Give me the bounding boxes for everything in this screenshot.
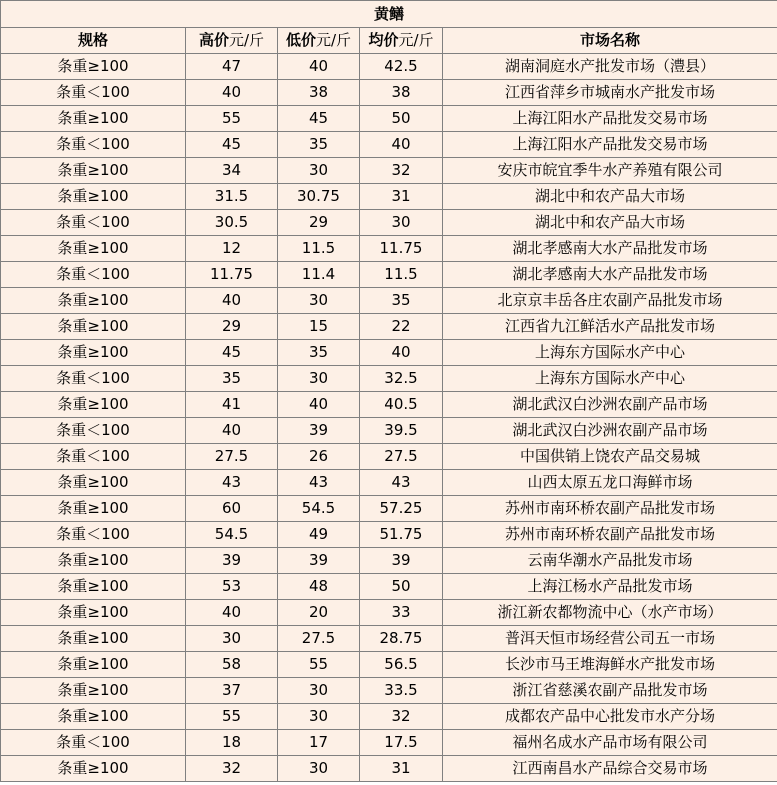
cell-high: 41 <box>186 392 278 418</box>
cell-low: 15 <box>278 314 360 340</box>
cell-spec: 条重≥100 <box>1 548 186 574</box>
table-row <box>1 704 777 730</box>
cell-high: 12 <box>186 236 278 262</box>
header-high <box>186 28 278 54</box>
cell-avg: 11.5 <box>360 262 443 288</box>
cell-market: 中国供销上饶农产品交易城 <box>443 444 777 470</box>
cell-market: 湖北中和农产品大市场 <box>443 210 777 236</box>
cell-spec: 条重＜100 <box>1 132 186 158</box>
cell-low: 49 <box>278 522 360 548</box>
cell-low: 30 <box>278 678 360 704</box>
cell-spec: 条重≥100 <box>1 704 186 730</box>
table-row <box>1 340 777 366</box>
cell-low: 20 <box>278 600 360 626</box>
cell-spec: 条重＜100 <box>1 730 186 756</box>
cell-high: 31.5 <box>186 184 278 210</box>
cell-market: 福州名成水产品市场有限公司 <box>443 730 777 756</box>
table-row <box>1 496 777 522</box>
cell-high: 40 <box>186 600 278 626</box>
cell-market: 北京京丰岳各庄农副产品批发市场 <box>443 288 777 314</box>
cell-market: 山西太原五龙口海鲜市场 <box>443 470 777 496</box>
cell-low: 40 <box>278 54 360 80</box>
cell-low: 35 <box>278 340 360 366</box>
table-row <box>1 678 777 704</box>
cell-market: 江西南昌水产品综合交易市场 <box>443 756 777 782</box>
cell-spec: 条重＜100 <box>1 262 186 288</box>
cell-high: 40 <box>186 288 278 314</box>
table-row <box>1 470 777 496</box>
table-row <box>1 418 777 444</box>
cell-avg: 57.25 <box>360 496 443 522</box>
cell-spec: 条重≥100 <box>1 236 186 262</box>
cell-avg: 40.5 <box>360 392 443 418</box>
cell-avg: 40 <box>360 340 443 366</box>
cell-high: 60 <box>186 496 278 522</box>
cell-avg: 39 <box>360 548 443 574</box>
table-row <box>1 600 777 626</box>
cell-spec: 条重≥100 <box>1 470 186 496</box>
table-row <box>1 444 777 470</box>
cell-market: 湖北孝感南大水产品批发市场 <box>443 262 777 288</box>
cell-low: 48 <box>278 574 360 600</box>
cell-spec: 条重≥100 <box>1 392 186 418</box>
table-row <box>1 106 777 132</box>
table-row <box>1 288 777 314</box>
cell-high: 45 <box>186 132 278 158</box>
cell-low: 11.4 <box>278 262 360 288</box>
cell-spec: 条重≥100 <box>1 574 186 600</box>
cell-avg: 43 <box>360 470 443 496</box>
cell-low: 27.5 <box>278 626 360 652</box>
table-row <box>1 236 777 262</box>
cell-avg: 27.5 <box>360 444 443 470</box>
cell-low: 43 <box>278 470 360 496</box>
table-row <box>1 548 777 574</box>
cell-avg: 40 <box>360 132 443 158</box>
cell-high: 55 <box>186 704 278 730</box>
cell-market: 上海东方国际水产中心 <box>443 340 777 366</box>
table-row <box>1 366 777 392</box>
header-avg-unit: 元/斤 <box>398 31 434 49</box>
cell-market: 湖北孝感南大水产品批发市场 <box>443 236 777 262</box>
cell-avg: 28.75 <box>360 626 443 652</box>
cell-spec: 条重≥100 <box>1 106 186 132</box>
table-row <box>1 652 777 678</box>
cell-spec: 条重＜100 <box>1 366 186 392</box>
cell-avg: 32 <box>360 704 443 730</box>
cell-spec: 条重≥100 <box>1 652 186 678</box>
cell-low: 26 <box>278 444 360 470</box>
cell-low: 30 <box>278 704 360 730</box>
table-row <box>1 756 777 782</box>
cell-spec: 条重≥100 <box>1 288 186 314</box>
cell-high: 47 <box>186 54 278 80</box>
cell-high: 32 <box>186 756 278 782</box>
cell-high: 37 <box>186 678 278 704</box>
table-title: 黄鳝 <box>1 1 777 28</box>
cell-low: 30 <box>278 288 360 314</box>
cell-spec: 条重≥100 <box>1 54 186 80</box>
cell-low: 30.75 <box>278 184 360 210</box>
cell-avg: 11.75 <box>360 236 443 262</box>
cell-market: 上海江杨水产品批发市场 <box>443 574 777 600</box>
cell-avg: 17.5 <box>360 730 443 756</box>
table-row <box>1 262 777 288</box>
header-low-unit: 元/斤 <box>315 31 352 49</box>
cell-low: 30 <box>278 756 360 782</box>
cell-spec: 条重≥100 <box>1 626 186 652</box>
table-row <box>1 730 777 756</box>
header-avg-label: 均价 <box>368 31 399 49</box>
cell-low: 39 <box>278 418 360 444</box>
cell-avg: 32 <box>360 158 443 184</box>
cell-spec: 条重＜100 <box>1 444 186 470</box>
cell-low: 29 <box>278 210 360 236</box>
header-avg <box>360 28 443 54</box>
cell-spec: 条重≥100 <box>1 756 186 782</box>
header-market: 市场名称 <box>443 28 777 54</box>
header-low-label: 低价 <box>285 31 316 49</box>
cell-spec: 条重≥100 <box>1 158 186 184</box>
cell-avg: 42.5 <box>360 54 443 80</box>
header-high-unit: 元/斤 <box>228 31 265 49</box>
cell-avg: 39.5 <box>360 418 443 444</box>
cell-low: 30 <box>278 158 360 184</box>
header-row <box>1 28 777 54</box>
cell-market: 上海江阳水产品批发交易市场 <box>443 132 777 158</box>
header-high-label: 高价 <box>198 31 229 49</box>
cell-market: 长沙市马王堆海鲜水产批发市场 <box>443 652 777 678</box>
cell-avg: 38 <box>360 80 443 106</box>
cell-low: 35 <box>278 132 360 158</box>
cell-spec: 条重≥100 <box>1 600 186 626</box>
cell-low: 55 <box>278 652 360 678</box>
cell-spec: 条重＜100 <box>1 210 186 236</box>
cell-high: 54.5 <box>186 522 278 548</box>
cell-market: 普洱天恒市场经营公司五一市场 <box>443 626 777 652</box>
cell-spec: 条重＜100 <box>1 80 186 106</box>
cell-low: 38 <box>278 80 360 106</box>
table-row <box>1 314 777 340</box>
cell-market: 上海江阳水产品批发交易市场 <box>443 106 777 132</box>
table-row <box>1 574 777 600</box>
cell-high: 34 <box>186 158 278 184</box>
cell-high: 30 <box>186 626 278 652</box>
cell-low: 30 <box>278 366 360 392</box>
cell-spec: 条重≥100 <box>1 184 186 210</box>
cell-spec: 条重≥100 <box>1 678 186 704</box>
cell-high: 40 <box>186 80 278 106</box>
cell-avg: 32.5 <box>360 366 443 392</box>
cell-avg: 51.75 <box>360 522 443 548</box>
cell-market: 云南华潮水产品批发市场 <box>443 548 777 574</box>
cell-market: 湖北武汉白沙洲农副产品市场 <box>443 418 777 444</box>
title-row <box>1 1 777 28</box>
cell-low: 54.5 <box>278 496 360 522</box>
cell-market: 苏州市南环桥农副产品批发市场 <box>443 522 777 548</box>
cell-avg: 33 <box>360 600 443 626</box>
cell-market: 浙江省慈溪农副产品批发市场 <box>443 678 777 704</box>
cell-high: 27.5 <box>186 444 278 470</box>
cell-high: 39 <box>186 548 278 574</box>
table-row <box>1 54 777 80</box>
cell-low: 40 <box>278 392 360 418</box>
table-row <box>1 626 777 652</box>
cell-avg: 31 <box>360 756 443 782</box>
cell-avg: 33.5 <box>360 678 443 704</box>
cell-market: 湖北中和农产品大市场 <box>443 184 777 210</box>
cell-market: 浙江新农都物流中心（水产市场） <box>443 600 777 626</box>
cell-market: 成都农产品中心批发市水产分场 <box>443 704 777 730</box>
table-row <box>1 522 777 548</box>
table-row <box>1 80 777 106</box>
cell-market: 苏州市南环桥农副产品批发市场 <box>443 496 777 522</box>
cell-low: 45 <box>278 106 360 132</box>
cell-low: 11.5 <box>278 236 360 262</box>
cell-low: 17 <box>278 730 360 756</box>
cell-avg: 31 <box>360 184 443 210</box>
header-spec: 规格 <box>1 28 186 54</box>
cell-high: 43 <box>186 470 278 496</box>
cell-market: 江西省九江鲜活水产品批发市场 <box>443 314 777 340</box>
cell-high: 45 <box>186 340 278 366</box>
table-row <box>1 132 777 158</box>
cell-high: 11.75 <box>186 262 278 288</box>
header-low <box>278 28 360 54</box>
cell-avg: 30 <box>360 210 443 236</box>
cell-high: 53 <box>186 574 278 600</box>
cell-spec: 条重＜100 <box>1 522 186 548</box>
table-row <box>1 158 777 184</box>
cell-high: 40 <box>186 418 278 444</box>
cell-avg: 35 <box>360 288 443 314</box>
cell-avg: 22 <box>360 314 443 340</box>
cell-market: 湖北武汉白沙洲农副产品市场 <box>443 392 777 418</box>
cell-spec: 条重≥100 <box>1 340 186 366</box>
cell-avg: 50 <box>360 106 443 132</box>
cell-low: 39 <box>278 548 360 574</box>
cell-high: 30.5 <box>186 210 278 236</box>
cell-market: 上海东方国际水产中心 <box>443 366 777 392</box>
table-row <box>1 392 777 418</box>
cell-high: 58 <box>186 652 278 678</box>
cell-market: 湖南洞庭水产批发市场（澧县） <box>443 54 777 80</box>
cell-high: 29 <box>186 314 278 340</box>
cell-high: 18 <box>186 730 278 756</box>
cell-avg: 56.5 <box>360 652 443 678</box>
cell-spec: 条重＜100 <box>1 418 186 444</box>
cell-spec: 条重≥100 <box>1 496 186 522</box>
cell-spec: 条重≥100 <box>1 314 186 340</box>
cell-high: 55 <box>186 106 278 132</box>
table-row <box>1 210 777 236</box>
cell-high: 35 <box>186 366 278 392</box>
table-row <box>1 184 777 210</box>
cell-avg: 50 <box>360 574 443 600</box>
cell-market: 江西省萍乡市城南水产批发市场 <box>443 80 777 106</box>
cell-market: 安庆市皖宜季牛水产养殖有限公司 <box>443 158 777 184</box>
